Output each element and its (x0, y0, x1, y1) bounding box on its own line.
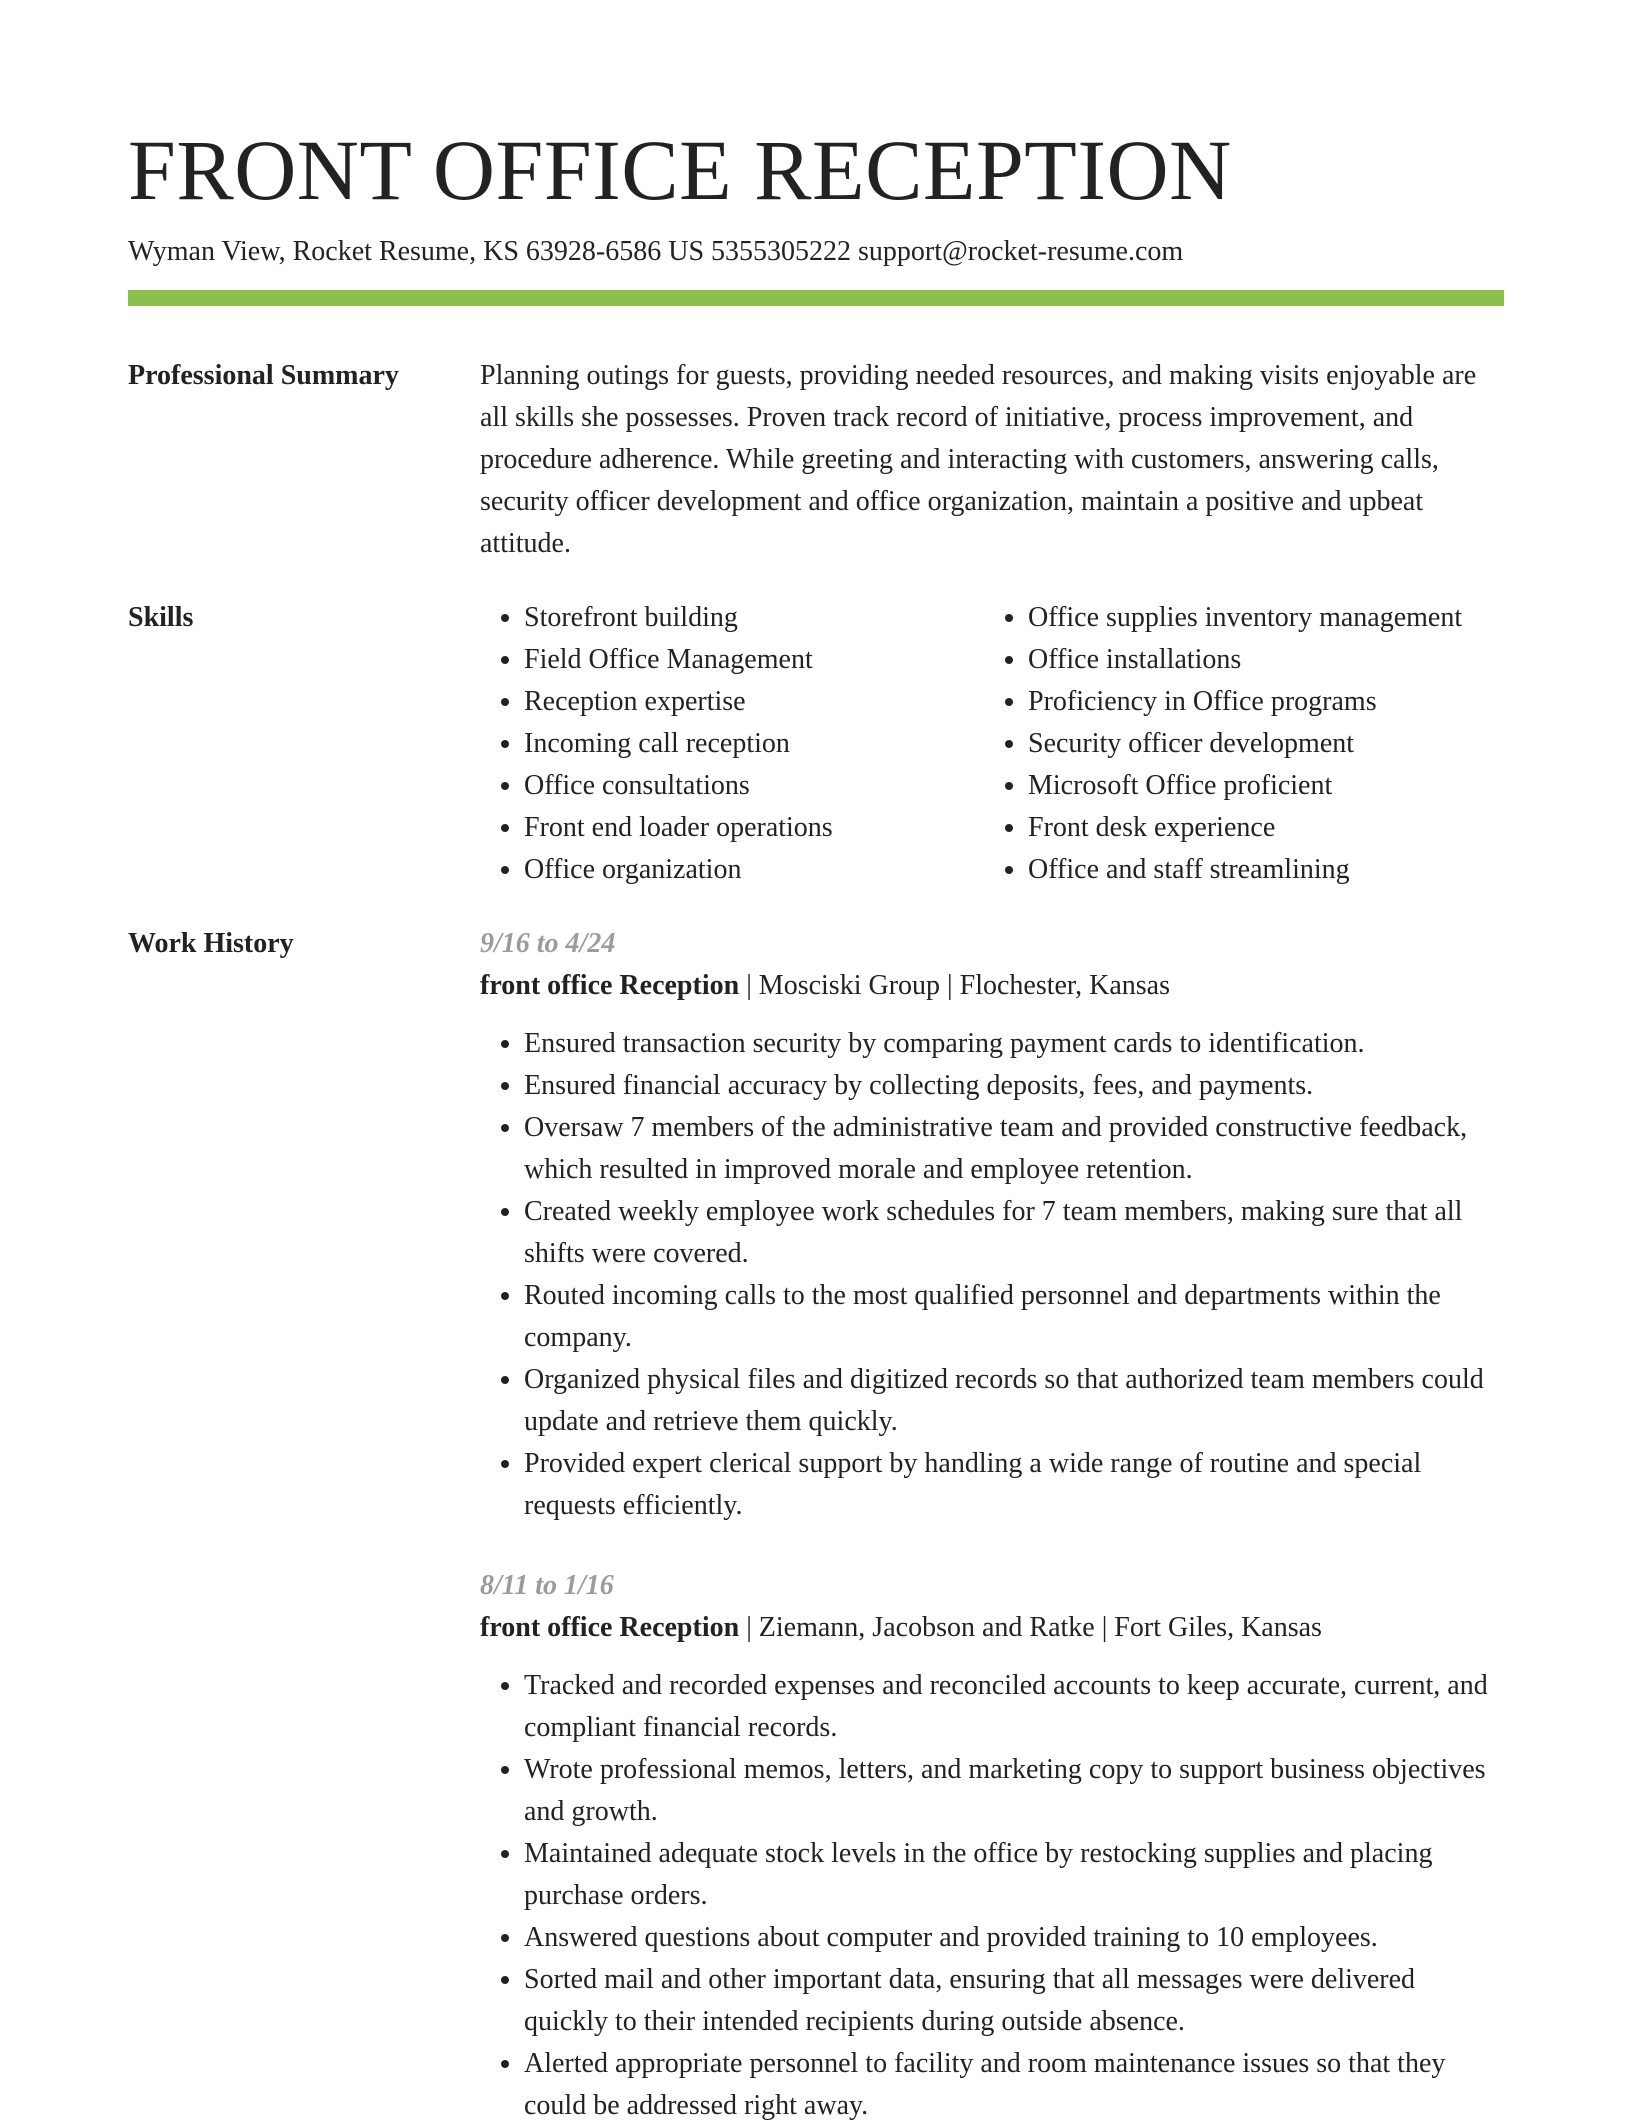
skill-item: • Incoming call reception (524, 723, 984, 765)
job-bullet: • Answered questions about computer and provided training to 10 employees. (524, 1917, 1504, 1959)
skills-section (128, 597, 1504, 891)
section-label-skills: Skills (128, 602, 194, 633)
work-history-body (480, 923, 1504, 2127)
work-history-section (128, 923, 1504, 2127)
skill-item: • Security officer development (1028, 723, 1504, 765)
summary-section (128, 355, 1504, 565)
skill-item: • Front desk experience (1028, 807, 1504, 849)
job-bullet: • Maintained adequate stock levels in the office by restocking supplies and placing purchase orders. (524, 1833, 1504, 1917)
job-bullet-list (480, 1023, 1504, 1527)
skill-item: • Proficiency in Office programs (1028, 681, 1504, 723)
job-bullet: • Organized physical files and digitized records so that authorized team members could update and retrieve them quickly. (524, 1359, 1504, 1443)
skill-item: • Office installations (1028, 639, 1504, 681)
job-bullet: • Tracked and recorded expenses and reconciled accounts to keep accurate, current, and compliant financial records. (524, 1665, 1504, 1749)
job-bullet: • Ensured transaction security by comparing payment cards to identification. (524, 1023, 1504, 1065)
skills-list-left (480, 597, 984, 891)
job-bullet: • Provided expert clerical support by handling a wide range of routine and special requests efficiently. (524, 1443, 1504, 1527)
skill-item: • Storefront building (524, 597, 984, 639)
skill-item: • Reception expertise (524, 681, 984, 723)
skill-item: • Front end loader operations (524, 807, 984, 849)
skill-item: • Field Office Management (524, 639, 984, 681)
job-dates: 9/16 to 4/24 (480, 928, 616, 959)
job-bullet-list (480, 1665, 1504, 2127)
summary-body (480, 355, 1504, 565)
skill-item: • Office organization (524, 849, 984, 891)
job-title: front office Reception (480, 1612, 740, 1643)
job-bullet: • Created weekly employee work schedules for 7 team members, making sure that all shifts were covered. (524, 1191, 1504, 1275)
job-bullet: • Alerted appropriate personnel to facility and room maintenance issues so that they could be addressed right away. (524, 2043, 1504, 2127)
contact-line: Wyman View, Rocket Resume, KS 63928-6586 US 5355305222 support@rocket-resume.com (128, 236, 1184, 267)
job-employer-location: | Mosciski Group | Flochester, Kansas (739, 970, 1171, 1001)
summary-text: Planning outings for guests, providing needed resources, and making visits enjoyable are all skills she possesses. Proven track record of initiative, process improvement, and procedure adherence. While greeting and interacting with customers, answering calls, security officer development and office organization, maintain a positive and upbeat attitude. (480, 360, 1477, 559)
resume-page (128, 0, 1504, 2127)
job-dates: 8/11 to 1/16 (480, 1570, 614, 1601)
job-title-line (480, 1607, 1504, 1649)
candidate-name: FRONT OFFICE RECEPTION (128, 122, 1232, 218)
job-employer-location: | Ziemann, Jacobson and Ratke | Fort Giles, Kansas (739, 1612, 1322, 1643)
skill-item: • Office and staff streamlining (1028, 849, 1504, 891)
job-bullet: • Routed incoming calls to the most qualified personnel and departments within the company. (524, 1275, 1504, 1359)
job-title: front office Reception (480, 970, 740, 1001)
job-title-line (480, 965, 1504, 1007)
job-bullet: • Wrote professional memos, letters, and marketing copy to support business objectives and growth. (524, 1749, 1504, 1833)
job-bullet: • Oversaw 7 members of the administrative team and provided constructive feedback, which resulted in improved morale and employee retention. (524, 1107, 1504, 1191)
skill-item: • Office supplies inventory management (1028, 597, 1504, 639)
job-bullet: • Sorted mail and other important data, ensuring that all messages were delivered quickly to their intended recipients during outside absence. (524, 1959, 1504, 2043)
job-entry (480, 1565, 1504, 2127)
section-label-summary: Professional Summary (128, 360, 399, 391)
section-label-work-history: Work History (128, 928, 294, 959)
skill-item: • Office consultations (524, 765, 984, 807)
skills-grid (480, 597, 1504, 891)
skills-list-right (984, 597, 1504, 891)
job-entry (480, 923, 1504, 1527)
job-bullet: • Ensured financial accuracy by collecting deposits, fees, and payments. (524, 1065, 1504, 1107)
skill-item: • Microsoft Office proficient (1028, 765, 1504, 807)
header-accent-rule (128, 290, 1504, 306)
